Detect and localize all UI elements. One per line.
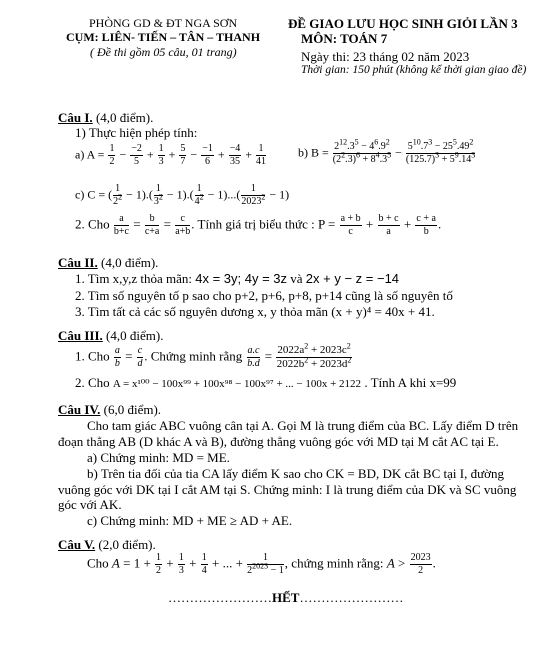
q1-heading: Câu I. (4,0 điểm). [58,110,154,125]
exam-duration: Thời gian: 150 phút (không kể thời gian giao đề) [301,64,527,76]
header-pages-note: ( Đề thi gồm 05 câu, 01 trang) [90,45,237,59]
q2-item3: 3. Tìm tất cả các số nguyên dương x, y thỏa mãn (x + y)⁴ = 40x + 41. [75,304,435,319]
header-cluster: CỤM: LIÊN- TIẾN – TÂN – THANH [66,30,261,44]
q3-item2: 2. Cho A = x¹⁰⁰ − 100x⁹⁹ + 100x⁹⁸ − 100x⁹⁷ + ... − 100x + 2122 . Tính A khi x=99 [75,375,457,390]
q5-statement: Cho A = 1 + $\frac{1}{2}$ + $\frac{1}{3}$ + $\frac{1}{4}$ + ... + $\frac{1}{2^{2023} - 1}$ , chứng minh rằng: A > $\frac{2023}{2}$ . [87,552,436,576]
q2-heading: Câu II. (4,0 điểm). [58,255,159,270]
q4-heading: Câu IV. (6,0 điểm). [58,402,162,417]
q3-item1: 1. Cho $\frac{a}{b}$ = $\frac{c}{d}$ . Chứng minh rằng $\frac{a.c}{b.d}$ = $\frac{2022a^2 + 2023c^2}{2022b^2 + 2023d^2}$ [75,341,352,370]
q4-part-c: c) Chứng minh: MD + ME ≥ AD + AE. [87,513,293,528]
q1-expr-c: c) C = ( $\frac{1}{2^2}$ − 1).( $\frac{1}{3^2}$ − 1).( $\frac{1}{4^2}$ − 1)...( $\frac{1}{2023^2}$ − 1) [75,183,290,207]
q4-part-a: a) Chứng minh: MD = ME. [87,450,230,465]
q1-part1: 1) Thực hiện phép tính: [75,125,198,140]
exam-date: Ngày thi: 23 tháng 02 năm 2023 [301,49,470,64]
q4-part-b-line1: b) Trên tia đối của tia CA lấy điểm K sao cho CK = BD, DK cắt BC tại I, đường [87,466,504,481]
q1-expr-b: b) B = $\frac{2^{12}.3^5 - 4^6.9^2}{(2^2.3)^6 + 8^4.3^5}$ − $\frac{5^{10}.7^3 - 25^5.49^2}{(125.7)^3 + 5^9.14^3}$ [298,137,476,165]
q4-part-b-line3: góc với AK. [58,497,122,512]
q5-heading: Câu V. (2,0 điểm). [58,537,156,552]
q3-heading: Câu III. (4,0 điểm). [58,328,164,343]
header-dept: PHÒNG GD & ĐT NGA SƠN [89,16,238,30]
end-marker: ……………………HẾT…………………… [168,590,404,605]
q2-item2: 2. Tìm số nguyên tố p sao cho p+2, p+6, p+8, p+14 cũng là số nguyên tố [75,288,453,303]
q1-expr-a: a) A = $\frac{1}{2}$ − $\frac{-2}{5}$ + $\frac{1}{3}$ + $\frac{5}{7}$ − $\frac{-1}{6}$ + $\frac{-4}{35}$ + $\frac{1}{41}$ [75,143,267,167]
q1-part2: 2. Cho $\frac{a}{b+c}$ = $\frac{b}{c+a}$ = $\frac{c}{a+b}$ . Tính giá trị biểu thức : P = $\frac{a + b}{c}$ + $\frac{b + c}{a}$ + $\frac{c + a}{b}$ . [75,213,442,237]
subject-title: MÔN: TOÁN 7 [301,31,388,46]
q4-part-b-line2: vuông góc với DK tại I cắt AM tại S. Chứng minh: I là trung điểm của DK và SC vuông [58,482,517,497]
q2-item1: 1. Tìm x,y,z thỏa mãn: 4x = 3y; 4y = 3z và 2x + y − z = −14 [75,271,400,286]
q4-line2: đoạn thẳng AB (D khác A và B), đường thẳng vuông góc với MD tại M cắt AC tại E. [58,434,499,449]
q4-line1: Cho tam giác ABC vuông cân tại A. Gọi M là trung điểm của BC. Lấy điểm D trên [87,418,519,433]
exam-title: ĐỀ GIAO LƯU HỌC SINH GIỎI LẦN 3 [288,16,518,31]
